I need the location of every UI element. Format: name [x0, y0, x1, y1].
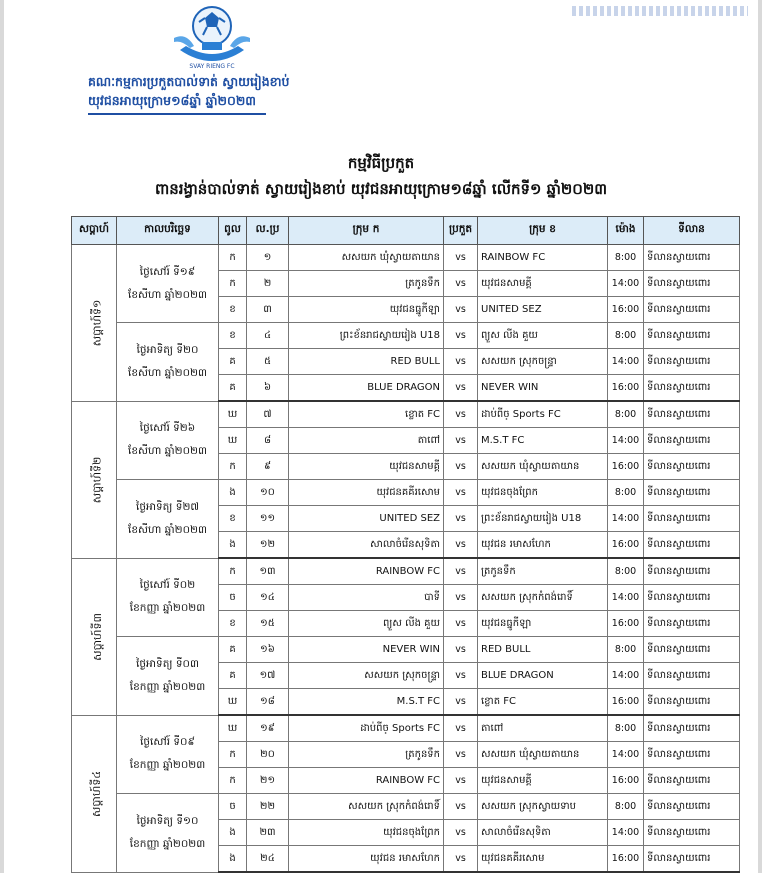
kickoff-time-cell: 16:00 — [608, 375, 644, 402]
header-time: ម៉ោង — [608, 217, 644, 245]
pool-cell: ច — [219, 585, 247, 611]
kickoff-time-cell: 8:00 — [608, 558, 644, 585]
vs-cell: vs — [444, 349, 478, 375]
club-logo — [172, 2, 252, 76]
vs-cell: vs — [444, 794, 478, 820]
team-b-cell: ត្រកូនទឹក — [478, 558, 608, 585]
kickoff-time-cell: 14:00 — [608, 349, 644, 375]
date-month-line: ខែកញ្ញា ឆ្នាំ២០២៣ — [129, 837, 206, 850]
team-b-cell: យុវជនធ្នូកីឡា — [478, 611, 608, 637]
team-b-cell: សសយក ស្រុកចន្រ្ទា — [478, 349, 608, 375]
team-b-cell: M.S.T FC — [478, 428, 608, 454]
match-number-cell: ១៥ — [247, 611, 289, 637]
kickoff-time-cell: 16:00 — [608, 846, 644, 873]
venue-cell: ទីលានស្វាយពោរ — [644, 820, 740, 846]
venue-cell: ទីលានស្វាយពោរ — [644, 401, 740, 428]
team-a-cell: យុវជនសាមគ្គី — [289, 454, 444, 480]
organizer-line-2: យុវជនអាយុក្រោម១៨ឆ្នាំ ឆ្នាំ២០២៣ — [88, 93, 256, 108]
team-a-cell: សសយក ស្រុកកំពង់រោទិ៍ — [289, 794, 444, 820]
match-number-cell: ១ — [247, 245, 289, 271]
team-a-cell: យុវជនចុងព្រែក — [289, 820, 444, 846]
header-week: សប្តាហ៍ — [72, 217, 117, 245]
pool-cell: គ — [219, 663, 247, 689]
kickoff-time-cell: 8:00 — [608, 480, 644, 506]
kickoff-time-cell: 16:00 — [608, 454, 644, 480]
date-month-line: ខែសីហា ឆ្នាំ២០២៣ — [128, 523, 207, 536]
pool-cell: គ — [219, 375, 247, 402]
team-a-cell: សាលាចំរើនសុទិតា — [289, 532, 444, 559]
match-number-cell: ៧ — [247, 401, 289, 428]
kickoff-time-cell: 16:00 — [608, 768, 644, 794]
team-b-cell: តាពៅ — [478, 715, 608, 742]
venue-cell: ទីលានស្វាយពោរ — [644, 637, 740, 663]
match-number-cell: ១០ — [247, 480, 289, 506]
header-venue: ទីលាន — [644, 217, 740, 245]
match-number-cell: ២ — [247, 271, 289, 297]
team-b-cell: NEVER WIN — [478, 375, 608, 402]
pool-cell: ខ — [219, 323, 247, 349]
venue-cell: ទីលានស្វាយពោរ — [644, 846, 740, 873]
vs-cell: vs — [444, 375, 478, 402]
vs-cell: vs — [444, 271, 478, 297]
team-a-cell: សសយក ស្រុកចន្រ្ទា — [289, 663, 444, 689]
date-day-line: ថ្ងៃអាទិត្យ ទី២៧ — [135, 500, 199, 513]
team-a-cell: ដាប់ពីច្ Sports FC — [289, 715, 444, 742]
vs-cell: vs — [444, 689, 478, 716]
team-b-cell: យុវជនសាមគ្គី — [478, 271, 608, 297]
kickoff-time-cell: 14:00 — [608, 585, 644, 611]
date-day-line: ថ្ងៃអាទិត្យ ទី២០ — [136, 343, 199, 356]
kickoff-time-cell: 14:00 — [608, 506, 644, 532]
vs-cell: vs — [444, 454, 478, 480]
match-number-cell: ១៣ — [247, 558, 289, 585]
venue-cell: ទីលានស្វាយពោរ — [644, 742, 740, 768]
venue-cell: ទីលានស្វាយពោរ — [644, 297, 740, 323]
match-row — [72, 715, 740, 742]
team-b-cell: RED BULL — [478, 637, 608, 663]
match-number-cell: ២១ — [247, 768, 289, 794]
kickoff-time-cell: 14:00 — [608, 271, 644, 297]
vs-cell: vs — [444, 480, 478, 506]
vs-cell: vs — [444, 846, 478, 873]
date-day-line: ថ្ងៃអាទិត្យ ទី០៣ — [136, 657, 199, 670]
pool-cell: ក — [219, 271, 247, 297]
team-a-cell: ត្រកូនទឹក — [289, 742, 444, 768]
date-day-line: ថ្ងៃសៅរ៍ ទី០២ — [139, 579, 196, 592]
team-b-cell: ខ្លោត FC — [478, 689, 608, 716]
pool-cell: ច — [219, 794, 247, 820]
team-a-cell: យុវជនគគីរសោម — [289, 480, 444, 506]
match-number-cell: ២៣ — [247, 820, 289, 846]
match-number-cell: ១៩ — [247, 715, 289, 742]
team-a-cell: RAINBOW FC — [289, 768, 444, 794]
vs-cell: vs — [444, 585, 478, 611]
header-date: កាលបរិច្ឆេទ — [117, 217, 219, 245]
svg-text:SVAY RIENG FC: SVAY RIENG FC — [189, 63, 235, 70]
week-label: សប្តាហ៍ទី១ — [90, 299, 104, 347]
match-number-cell: ២០ — [247, 742, 289, 768]
match-number-cell: ៣ — [247, 297, 289, 323]
pool-cell: ក — [219, 558, 247, 585]
team-b-cell: យុវជនចុងព្រែក — [478, 480, 608, 506]
schedule-body — [72, 245, 740, 873]
team-a-cell: បាទី — [289, 585, 444, 611]
pool-cell: ង — [219, 480, 247, 506]
match-number-cell: ១៨ — [247, 689, 289, 716]
kickoff-time-cell: 16:00 — [608, 611, 644, 637]
team-b-cell: សសយក ស្រុកកំពង់រោទិ៍ — [478, 585, 608, 611]
team-a-cell: BLUE DRAGON — [289, 375, 444, 402]
match-schedule-table — [71, 216, 740, 873]
pool-cell: ខ — [219, 297, 247, 323]
vs-cell: vs — [444, 611, 478, 637]
week-label-cell — [72, 715, 117, 872]
kickoff-time-cell: 16:00 — [608, 297, 644, 323]
match-number-cell: ១១ — [247, 506, 289, 532]
organizer-line-1: គណៈកម្មការប្រកួតបាល់ទាត់ ស្វាយរៀងខាប់ — [88, 74, 290, 89]
venue-cell: ទីលានស្វាយពោរ — [644, 715, 740, 742]
match-number-cell: ២៤ — [247, 846, 289, 873]
vs-cell: vs — [444, 401, 478, 428]
match-date-cell — [117, 401, 219, 480]
venue-cell: ទីលានស្វាយពោរ — [644, 428, 740, 454]
venue-cell: ទីលានស្វាយពោរ — [644, 689, 740, 716]
team-b-cell: យុវជនគគីរសោម — [478, 846, 608, 873]
team-b-cell: យុវជនសាមគ្គី — [478, 768, 608, 794]
team-b-cell: RAINBOW FC — [478, 245, 608, 271]
match-number-cell: ៦ — [247, 375, 289, 402]
pool-cell: ង — [219, 846, 247, 873]
organizer-underline — [88, 113, 266, 115]
date-day-line: ថ្ងៃអាទិត្យ ទី១០ — [136, 814, 199, 827]
team-a-cell: ត្រកូនទឹក — [289, 271, 444, 297]
team-a-cell: RAINBOW FC — [289, 558, 444, 585]
match-number-cell: ២២ — [247, 794, 289, 820]
match-row — [72, 637, 740, 663]
page-left-edge — [0, 0, 4, 873]
match-row — [72, 323, 740, 349]
vs-cell: vs — [444, 297, 478, 323]
venue-cell: ទីលានស្វាយពោរ — [644, 480, 740, 506]
pool-cell: ង — [219, 532, 247, 559]
pool-cell: គ — [219, 349, 247, 375]
match-row — [72, 401, 740, 428]
pool-cell: ឃ — [219, 715, 247, 742]
venue-cell: ទីលានស្វាយពោរ — [644, 585, 740, 611]
match-date-cell — [117, 794, 219, 873]
week-label-cell — [72, 401, 117, 558]
match-date-cell — [117, 480, 219, 559]
kickoff-time-cell: 14:00 — [608, 820, 644, 846]
match-row — [72, 794, 740, 820]
week-label-cell — [72, 558, 117, 715]
pool-cell: គ — [219, 637, 247, 663]
page-right-edge — [758, 0, 762, 873]
team-b-cell: សសយក ឃុំស្វាយតាយាន — [478, 454, 608, 480]
vs-cell: vs — [444, 663, 478, 689]
match-date-cell — [117, 558, 219, 637]
vs-cell: vs — [444, 323, 478, 349]
kickoff-time-cell: 8:00 — [608, 715, 644, 742]
match-number-cell: ១២ — [247, 532, 289, 559]
header-pool: ពូល — [219, 217, 247, 245]
match-number-cell: ៨ — [247, 428, 289, 454]
date-month-line: ខែកញ្ញា ឆ្នាំ២០២៣ — [129, 680, 206, 693]
venue-cell: ទីលានស្វាយពោរ — [644, 768, 740, 794]
kickoff-time-cell: 14:00 — [608, 742, 644, 768]
match-number-cell: ៥ — [247, 349, 289, 375]
kickoff-time-cell: 8:00 — [608, 401, 644, 428]
team-b-cell: សសយក ឃុំស្វាយតាយាន — [478, 742, 608, 768]
venue-cell: ទីលានស្វាយពោរ — [644, 611, 740, 637]
kickoff-time-cell: 8:00 — [608, 637, 644, 663]
header-team-b: ក្រុម ខ — [478, 217, 608, 245]
team-b-cell: ព្រះខ័នរាជស្វាយរៀង U18 — [478, 506, 608, 532]
vs-cell: vs — [444, 506, 478, 532]
team-a-cell: UNITED SEZ — [289, 506, 444, 532]
date-month-line: ខែសីហា ឆ្នាំ២០២៣ — [128, 366, 207, 379]
vs-cell: vs — [444, 715, 478, 742]
document-subtitle: ពានរង្វាន់បាល់ទាត់ ស្វាយរៀងខាប់ យុវជនអាយុក្រោម១៨ឆ្នាំ លើកទី១ ឆ្នាំ២០២៣ — [154, 180, 608, 198]
kickoff-time-cell: 8:00 — [608, 794, 644, 820]
team-b-cell: សាលាចំរើនសុទិតា — [478, 820, 608, 846]
venue-cell: ទីលានស្វាយពោរ — [644, 323, 740, 349]
team-b-cell: យុវជន រមាសហែក — [478, 532, 608, 559]
pool-cell: ក — [219, 742, 247, 768]
venue-cell: ទីលានស្វាយពោរ — [644, 245, 740, 271]
match-date-cell — [117, 323, 219, 402]
kickoff-time-cell: 8:00 — [608, 245, 644, 271]
venue-cell: ទីលានស្វាយពោរ — [644, 532, 740, 559]
date-month-line: ខែកញ្ញា ឆ្នាំ២០២៣ — [129, 602, 206, 615]
venue-cell: ទីលានស្វាយពោរ — [644, 794, 740, 820]
match-number-cell: ៩ — [247, 454, 289, 480]
date-day-line: ថ្ងៃសៅរ៍ ទី១៩ — [139, 265, 196, 278]
team-b-cell: UNITED SEZ — [478, 297, 608, 323]
pool-cell: ឃ — [219, 401, 247, 428]
date-month-line: ខែកញ្ញា ឆ្នាំ២០២៣ — [129, 759, 206, 772]
venue-cell: ទីលានស្វាយពោរ — [644, 454, 740, 480]
pool-cell: ក — [219, 245, 247, 271]
pool-cell: ង — [219, 820, 247, 846]
vs-cell: vs — [444, 245, 478, 271]
date-day-line: ថ្ងៃសៅរ៍ ទី០៩ — [140, 736, 195, 749]
vs-cell: vs — [444, 742, 478, 768]
week-label-cell — [72, 245, 117, 402]
team-b-cell: សសយក ស្រុកស្វាយទាប — [478, 794, 608, 820]
match-number-cell: ១៦ — [247, 637, 289, 663]
table-header-row — [72, 217, 740, 245]
team-a-cell: សសយក ឃុំស្វាយតាយាន — [289, 245, 444, 271]
venue-cell: ទីលានស្វាយពោរ — [644, 558, 740, 585]
team-a-cell: ព្យួស លីង គួយ — [289, 611, 444, 637]
kickoff-time-cell: 16:00 — [608, 532, 644, 559]
match-number-cell: ១៧ — [247, 663, 289, 689]
team-b-cell: ដាប់ពីច្ Sports FC — [478, 401, 608, 428]
week-label: សប្តាហ៍ទី៣ — [90, 612, 104, 661]
team-a-cell: NEVER WIN — [289, 637, 444, 663]
pool-cell: ឃ — [219, 428, 247, 454]
header-match-number: ល.ប្រ — [247, 217, 289, 245]
match-date-cell — [117, 245, 219, 323]
team-a-cell: RED BULL — [289, 349, 444, 375]
team-a-cell: យុវជនធ្នូកីឡា — [289, 297, 444, 323]
pool-cell: ក — [219, 454, 247, 480]
decorative-dotted-border — [572, 6, 748, 16]
pool-cell: ក — [219, 768, 247, 794]
vs-cell: vs — [444, 558, 478, 585]
team-a-cell: ព្រះខ័នរាជស្វាយរៀង U18 — [289, 323, 444, 349]
week-label: សប្តាហ៍ទី២ — [90, 456, 104, 503]
team-b-cell: BLUE DRAGON — [478, 663, 608, 689]
team-b-cell: ព្យួស លីង គួយ — [478, 323, 608, 349]
header-team-a: ក្រុម ក — [289, 217, 444, 245]
vs-cell: vs — [444, 532, 478, 559]
venue-cell: ទីលានស្វាយពោរ — [644, 663, 740, 689]
pool-cell: ខ — [219, 506, 247, 532]
kickoff-time-cell: 14:00 — [608, 663, 644, 689]
match-number-cell: ៤ — [247, 323, 289, 349]
document-title: កម្មវិធីប្រកួត — [347, 154, 415, 172]
match-row — [72, 480, 740, 506]
venue-cell: ទីលានស្វាយពោរ — [644, 349, 740, 375]
kickoff-time-cell: 16:00 — [608, 689, 644, 716]
pool-cell: ខ — [219, 611, 247, 637]
venue-cell: ទីលានស្វាយពោរ — [644, 271, 740, 297]
header-match: ប្រកួត — [444, 217, 478, 245]
match-date-cell — [117, 715, 219, 794]
kickoff-time-cell: 14:00 — [608, 428, 644, 454]
vs-cell: vs — [444, 428, 478, 454]
vs-cell: vs — [444, 637, 478, 663]
venue-cell: ទីលានស្វាយពោរ — [644, 506, 740, 532]
vs-cell: vs — [444, 768, 478, 794]
team-a-cell: យុវជន រមាសហែក — [289, 846, 444, 873]
date-month-line: ខែសីហា ឆ្នាំ២០២៣ — [128, 288, 207, 301]
match-date-cell — [117, 637, 219, 716]
week-label: សប្តាហ៍ទី៤ — [90, 770, 104, 817]
team-a-cell: តាពៅ — [289, 428, 444, 454]
pool-cell: ឃ — [219, 689, 247, 716]
match-row — [72, 245, 740, 271]
team-a-cell: ខ្លោត FC — [289, 401, 444, 428]
vs-cell: vs — [444, 820, 478, 846]
match-row — [72, 558, 740, 585]
kickoff-time-cell: 8:00 — [608, 323, 644, 349]
date-month-line: ខែសីហា ឆ្នាំ២០២៣ — [128, 445, 207, 458]
team-a-cell: M.S.T FC — [289, 689, 444, 716]
match-number-cell: ១៤ — [247, 585, 289, 611]
date-day-line: ថ្ងៃសៅរ៍ ទី២៦ — [139, 422, 196, 435]
venue-cell: ទីលានស្វាយពោរ — [644, 375, 740, 402]
